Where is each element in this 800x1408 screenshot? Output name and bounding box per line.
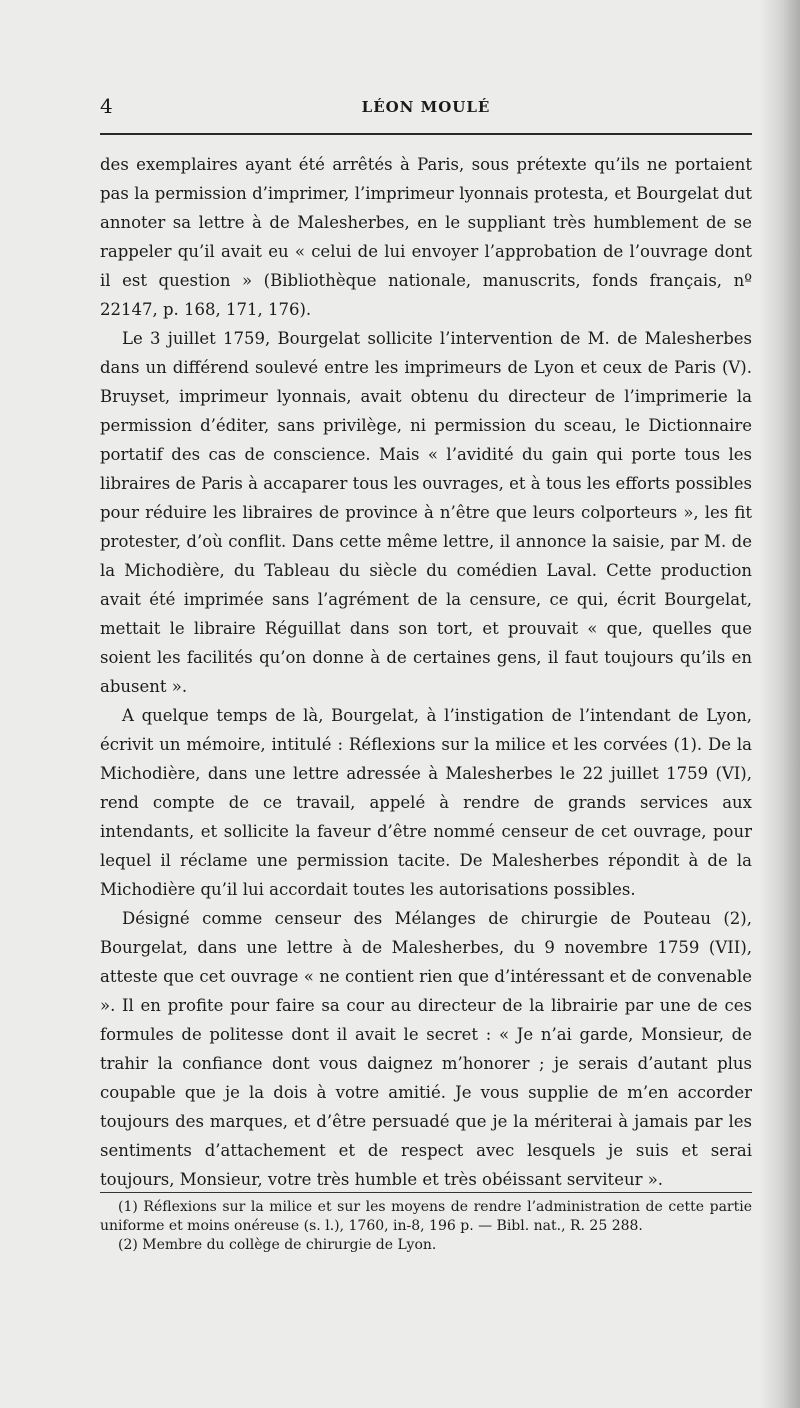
footnote: (1) Réflexions sur la milice et sur les moyens de rendre l’administration de cette partie uniforme et moins onéreuse (s. l.), 1760, in-8, 196 p. — Bibl. nat., R. 25 288. xyxy=(100,1199,752,1234)
footnotes xyxy=(100,1198,752,1255)
running-title: LÉON MOULÉ xyxy=(361,98,491,116)
footnote-rule xyxy=(100,1192,752,1193)
paragraph: A quelque temps de là, Bourgelat, à l’instigation de l’intendant de Lyon, écrivit un mémoire, intitulé : Réflexions sur la milice et les corvées (1). De la Michodière, dans une lettre adressée à Malesherbes le 22 juillet 1759 (VI), rend compte de ce travail, appelé à rendre de grands services aux intendants, et sollicite la faveur d’être nommé censeur de cet ouvrage, pour lequel il réclame une permission tacite. De Malesherbes répondit à de la Michodière qu’il lui accordait toutes les autorisations possibles. xyxy=(100,706,752,899)
footnote: (2) Membre du collège de chirurgie de Lyon. xyxy=(118,1237,437,1253)
body-text xyxy=(100,150,752,1194)
paragraph: des exemplaires ayant été arrêtés à Paris, sous prétexte qu’ils ne portaient pas la permission d’imprimer, l’imprimeur lyonnais protesta, et Bourgelat dut annoter sa lettre à de Malesherbes, en le suppliant très humblement de se rappeler qu’il avait eu « celui de lui envoyer l’approbation de l’ouvrage dont il est question » (Bibliothèque nationale, manuscrits, fonds français, nº 22147, p. 168, 171, 176). xyxy=(100,155,752,319)
page-edge-shadow xyxy=(760,0,800,1408)
paragraph: Le 3 juillet 1759, Bourgelat sollicite l’intervention de M. de Malesherbes dans un différend soulevé entre les imprimeurs de Lyon et ceux de Paris (V). Bruyset, imprimeur lyonnais, avait obtenu du directeur de l’imprimerie la permission d’éditer, sans privilège, ni permission du sceau, le Dictionnaire portatif des cas de conscience. Mais « l’avidité du gain qui porte tous les libraires de Paris à accaparer tous les ouvrages, et à tous les efforts possibles pour réduire les libraires de province à n’être que leurs colporteurs », les fit protester, d’où conflit. Dans cette même lettre, il annonce la saisie, par M. de la Michodière, du Tableau du siècle du comédien Laval. Cette production avait été imprimée sans l’agrément de la censure, ce qui, écrit Bourgelat, mettait le libraire Réguillat dans son tort, et prouvait « que, quelles que soient les facilités qu’on donne à de certaines gens, il faut toujours qu’ils en abusent ». xyxy=(100,329,752,696)
page-number: 4 xyxy=(100,94,113,118)
header-rule xyxy=(100,133,752,136)
paragraph: Désigné comme censeur des Mélanges de chirurgie de Pouteau (2), Bourgelat, dans une lettre à de Malesherbes, du 9 novembre 1759 (VII), atteste que cet ouvrage « ne contient rien que d’intéressant et de convenable ». Il en profite pour faire sa cour au directeur de la librairie par une de ces formules de politesse dont il avait le secret : « Je n’ai garde, Monsieur, de trahir la confiance dont vous daignez m’honorer ; je serais d’autant plus coupable que je la dois à votre amitié. Je vous supplie de m’en accorder toujours des marques, et d’être persuadé que je la mériterai à jamais par les sentiments d’attachement et de respect avec lesquels je suis et serai toujours, Monsieur, votre très humble et très obéissant serviteur ». xyxy=(100,909,752,1189)
page-header xyxy=(100,94,752,124)
